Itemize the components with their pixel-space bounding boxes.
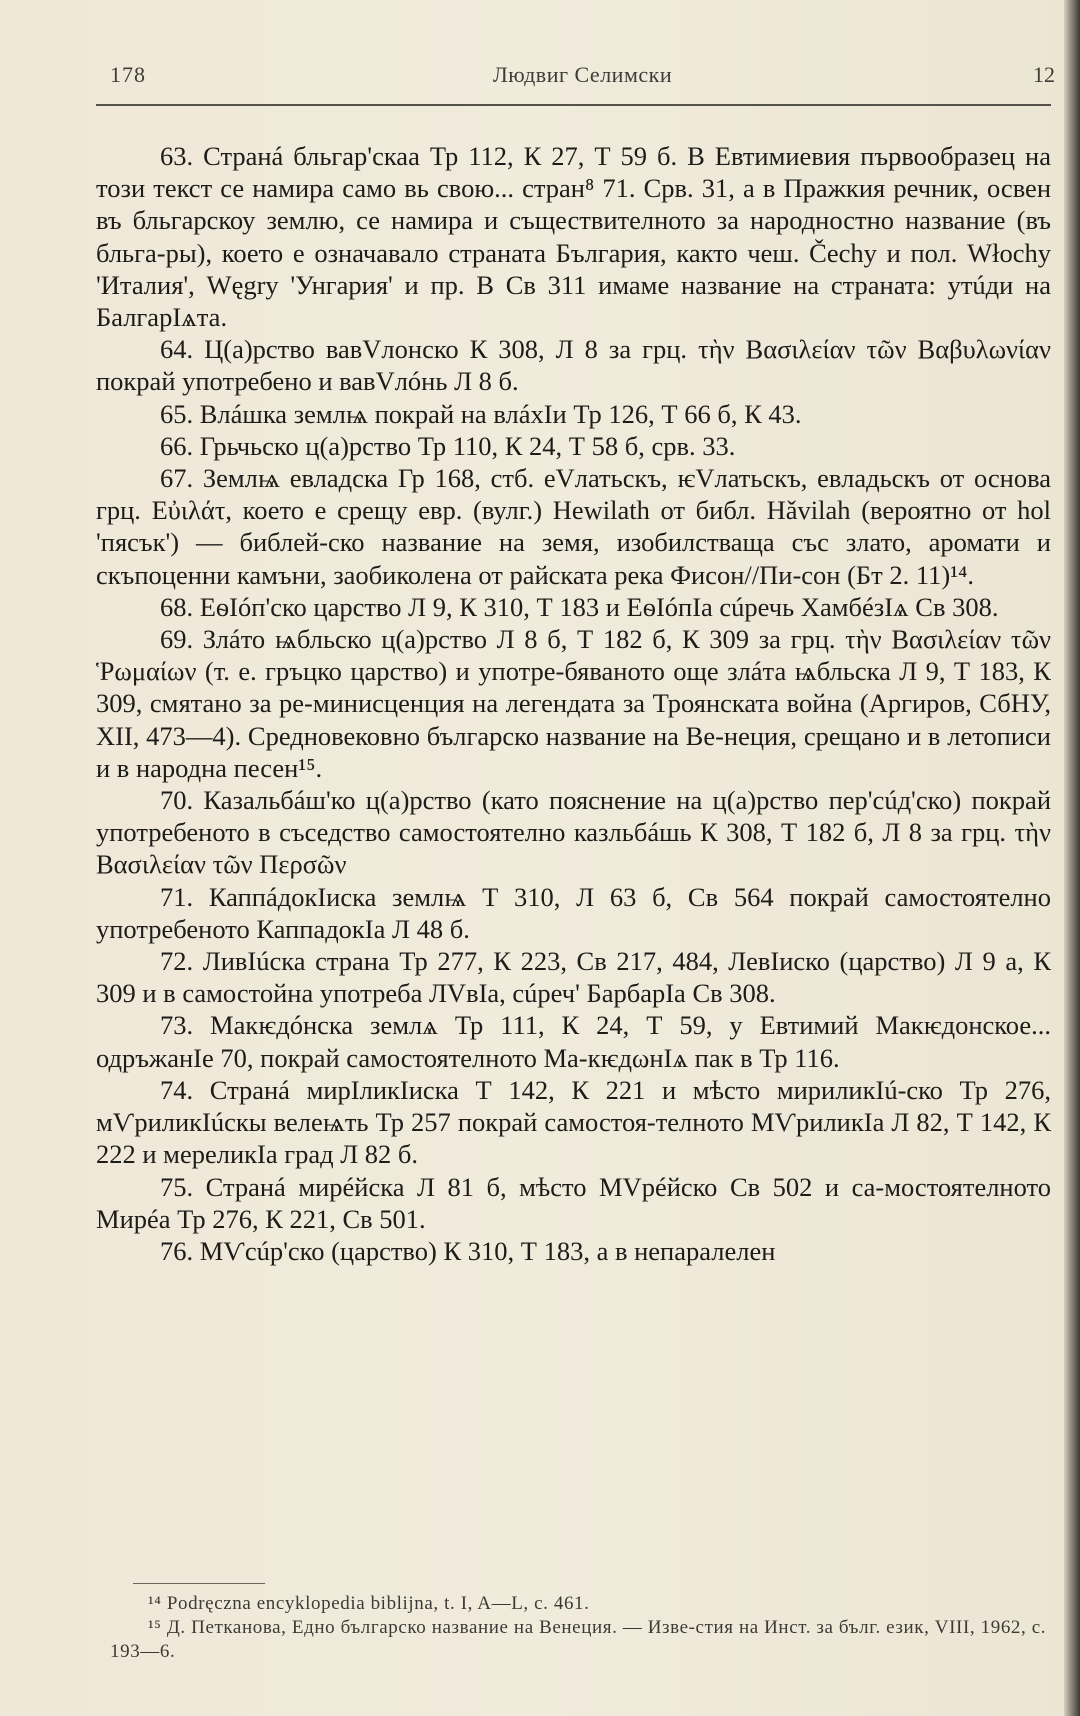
entry-63: 63. Странá бльгар'скаа Тр 112, К 27, Т 59 б. В Евтимиевия първообразец на този текст се намира само вь свою... стран⁸ 71. Срв. 31, а в Пражкия речник, освен въ бльгарскоу землю, се намира и съществителното за народностно название (въ бльга-ры), което е означавало страната България, както чеш. Čechy и пол. Włochy 'Италия', Węgry 'Унгария' и пр. В Св 311 имаме название на страната: утúди на БалгарІѧта. bbox=[96, 141, 1051, 333]
entry-76: 76. МѴсúр'ско (царство) К 310, Т 183, а в непаралелен bbox=[160, 1235, 776, 1266]
entry-68: 68. ЕѳІóп'ско царство Л 9, К 310, Т 183 и ЕѳІóпІа сúречь ХамбéзІѧ Св 308. bbox=[160, 591, 999, 622]
section-number: 12 bbox=[1033, 62, 1055, 87]
page-edge-shadow bbox=[1064, 0, 1080, 1716]
entry-73: 73. Макѥдóнска землѧ Тр 111, К 24, Т 59, у Евтимий Макѥдонское... одръжанІе 70, покрай самостоятелното Ма-кѥдωнІѧ пак в Тр 116. bbox=[96, 1010, 1051, 1073]
entry-65: 65. Влáшка землѩ покрай на влáхІи Тр 126, Т 66 б, К 43. bbox=[160, 398, 802, 429]
entry-70: 70. Казальбáш'ко ц(а)рство (като пояснение на ц(а)рство пер'сúд'ско) покрай употребеното в съседство самостоятелно казльбáшь К 308, Т 182 б, Л 8 за грц. τὴν Βασιλείαν τῶν Περσῶν bbox=[96, 785, 1051, 880]
entry-75: 75. Странá мирéйска Л 81 б, мѣсто МVрéйско Св 502 и са-мостоятелното Мирéа Тр 276, К 221, Св 501. bbox=[96, 1171, 1051, 1234]
entry-64: 64. Ц(а)рство вавVлонско К 308, Л 8 за грц. τὴν Βασιλείαν τῶν Βαβυλωνίαν покрай употребено и вавVлóнь Л 8 б. bbox=[96, 334, 1051, 397]
entry-66: 66. Грьчьско ц(а)рство Тр 110, К 24, Т 58 б, срв. 33. bbox=[160, 430, 736, 461]
entry-67: 67. Землѩ евладска Гр 168, стб. еVлатьскъ, ѥVлатьскъ, евладьскъ от основа грц. Εὐιλάτ, което е срещу евр. (вулг.) Hewilath от библ. Hǎvilah (вероятно от hol 'пясък') — библей-ско название на земя, изобилстваща със злато, аромати и скъпоценни камъни, заобиколена от райската река Фисон//Пи-сон (Бт 2. 11)¹⁴. bbox=[96, 463, 1051, 590]
header-rule bbox=[96, 104, 1051, 106]
entry-74: 74. Странá мирІликІиска Т 142, К 221 и мѣсто мириликІú-ско Тр 276, мѴриликІúскы велеѩть Тр 257 покрай самостоя-телното МѴриликІа Л 82, Т 142, К 222 и мереликІа град Л 82 б. bbox=[96, 1074, 1051, 1170]
entry-72: 72. ЛивІúска страна Тр 277, К 223, Св 217, 484, ЛевІиско (царство) Л 9 а, К 309 и в самостойна употреба ЛVвІа, сúреч' БарбарІа Св 308. bbox=[96, 946, 1051, 1009]
running-title: Людвиг Селимски bbox=[492, 62, 673, 87]
entry-71: 71. КаппáдокІиска землѩ Т 310, Л 63 б, Св 564 покрай самостоятелно употребеното КаппадокІа Л 48 б. bbox=[96, 881, 1051, 944]
main-text bbox=[96, 140, 1051, 1267]
footnote-15: ¹⁵ Д. Петканова, Едно българско название на Венеция. — Изве-стия на Инст. за бълг. език, VIII, 1962, с. 193—6. bbox=[110, 1617, 1047, 1662]
page-number: 178 bbox=[110, 62, 146, 87]
entry-69: 69. Злáто ѩбльско ц(а)рство Л 8 б, Т 182 б, К 309 за грц. τὴν Βασιλείαν τῶν Ῥωμαίων (т. е. гръцко царство) и употре-бяваното още злáта ѩбльска Л 9, Т 183, К 309, смятано за ре-минисценция на легендата за Троянската война (Аргиров, СбНУ, XII, 473—4). Средновековно българско название на Ве-неция, срещано и в летописи и в народна песен¹⁵. bbox=[96, 624, 1051, 783]
footnote-rule bbox=[133, 1583, 265, 1584]
footnotes bbox=[110, 1592, 1051, 1664]
footnote-14: ¹⁴ Podręczna encyklopedia biblijna, t. I, A—L, c. 461. bbox=[148, 1593, 590, 1614]
page-header bbox=[110, 62, 1055, 96]
